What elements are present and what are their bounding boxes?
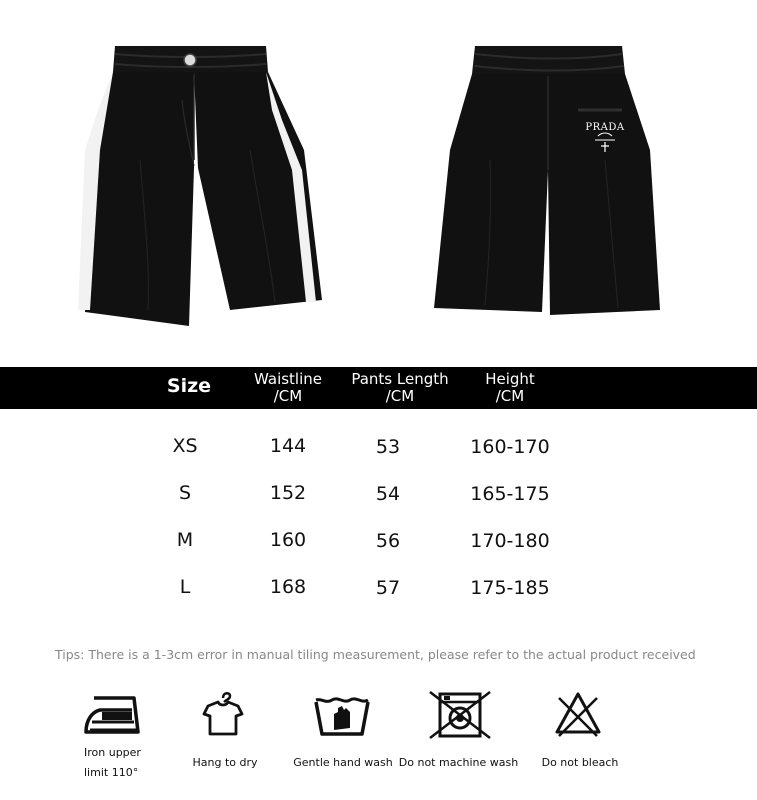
svg-text:PRADA: PRADA: [585, 122, 625, 133]
table-cell-size: L: [179, 576, 191, 598]
table-cell-waistline: 160: [269, 529, 307, 551]
table-cell-waistline: 144: [269, 435, 307, 457]
table-cell-waistline: 168: [269, 576, 307, 598]
header-size: Size: [166, 375, 212, 397]
no-machine-wash-icon: [428, 690, 492, 740]
care-label-hand-wash: Gentle hand wash: [293, 756, 393, 769]
care-label-no-bleach: Do not bleach: [541, 756, 619, 769]
hanger-shirt-icon: [200, 688, 246, 740]
no-bleach-icon: [553, 690, 603, 738]
iron-icon: [82, 692, 142, 738]
header-pants-length: Pants Length /CM: [351, 370, 449, 405]
shorts-back-image: [430, 40, 670, 330]
table-cell-pants-length: 53: [375, 436, 401, 458]
tips-text: Tips: There is a 1-3cm error in manual tiling measurement, please refer to the actual product received: [55, 647, 696, 662]
table-cell-height: 160-170: [470, 436, 550, 458]
header-waistline: Waistline /CM: [254, 370, 322, 405]
hand-wash-icon: [312, 690, 372, 740]
table-cell-size: M: [176, 529, 194, 551]
care-label-no-machine-wash: Do not machine wash: [398, 756, 519, 769]
care-label-hang-dry: Hang to dry: [192, 756, 258, 769]
table-cell-pants-length: 57: [375, 577, 401, 599]
table-cell-pants-length: 56: [375, 530, 401, 552]
shorts-front-image: [70, 40, 330, 330]
table-cell-height: 165-175: [470, 483, 550, 505]
table-cell-size: S: [178, 482, 192, 504]
table-cell-size: XS: [172, 435, 198, 457]
header-height: Height /CM: [485, 370, 535, 405]
size-table-header: [0, 367, 757, 409]
table-cell-height: 170-180: [470, 530, 550, 552]
table-cell-pants-length: 54: [375, 483, 401, 505]
table-cell-waistline: 152: [269, 482, 307, 504]
care-label-iron: Iron upper limit 110°: [84, 746, 141, 779]
table-cell-height: 175-185: [470, 577, 550, 599]
